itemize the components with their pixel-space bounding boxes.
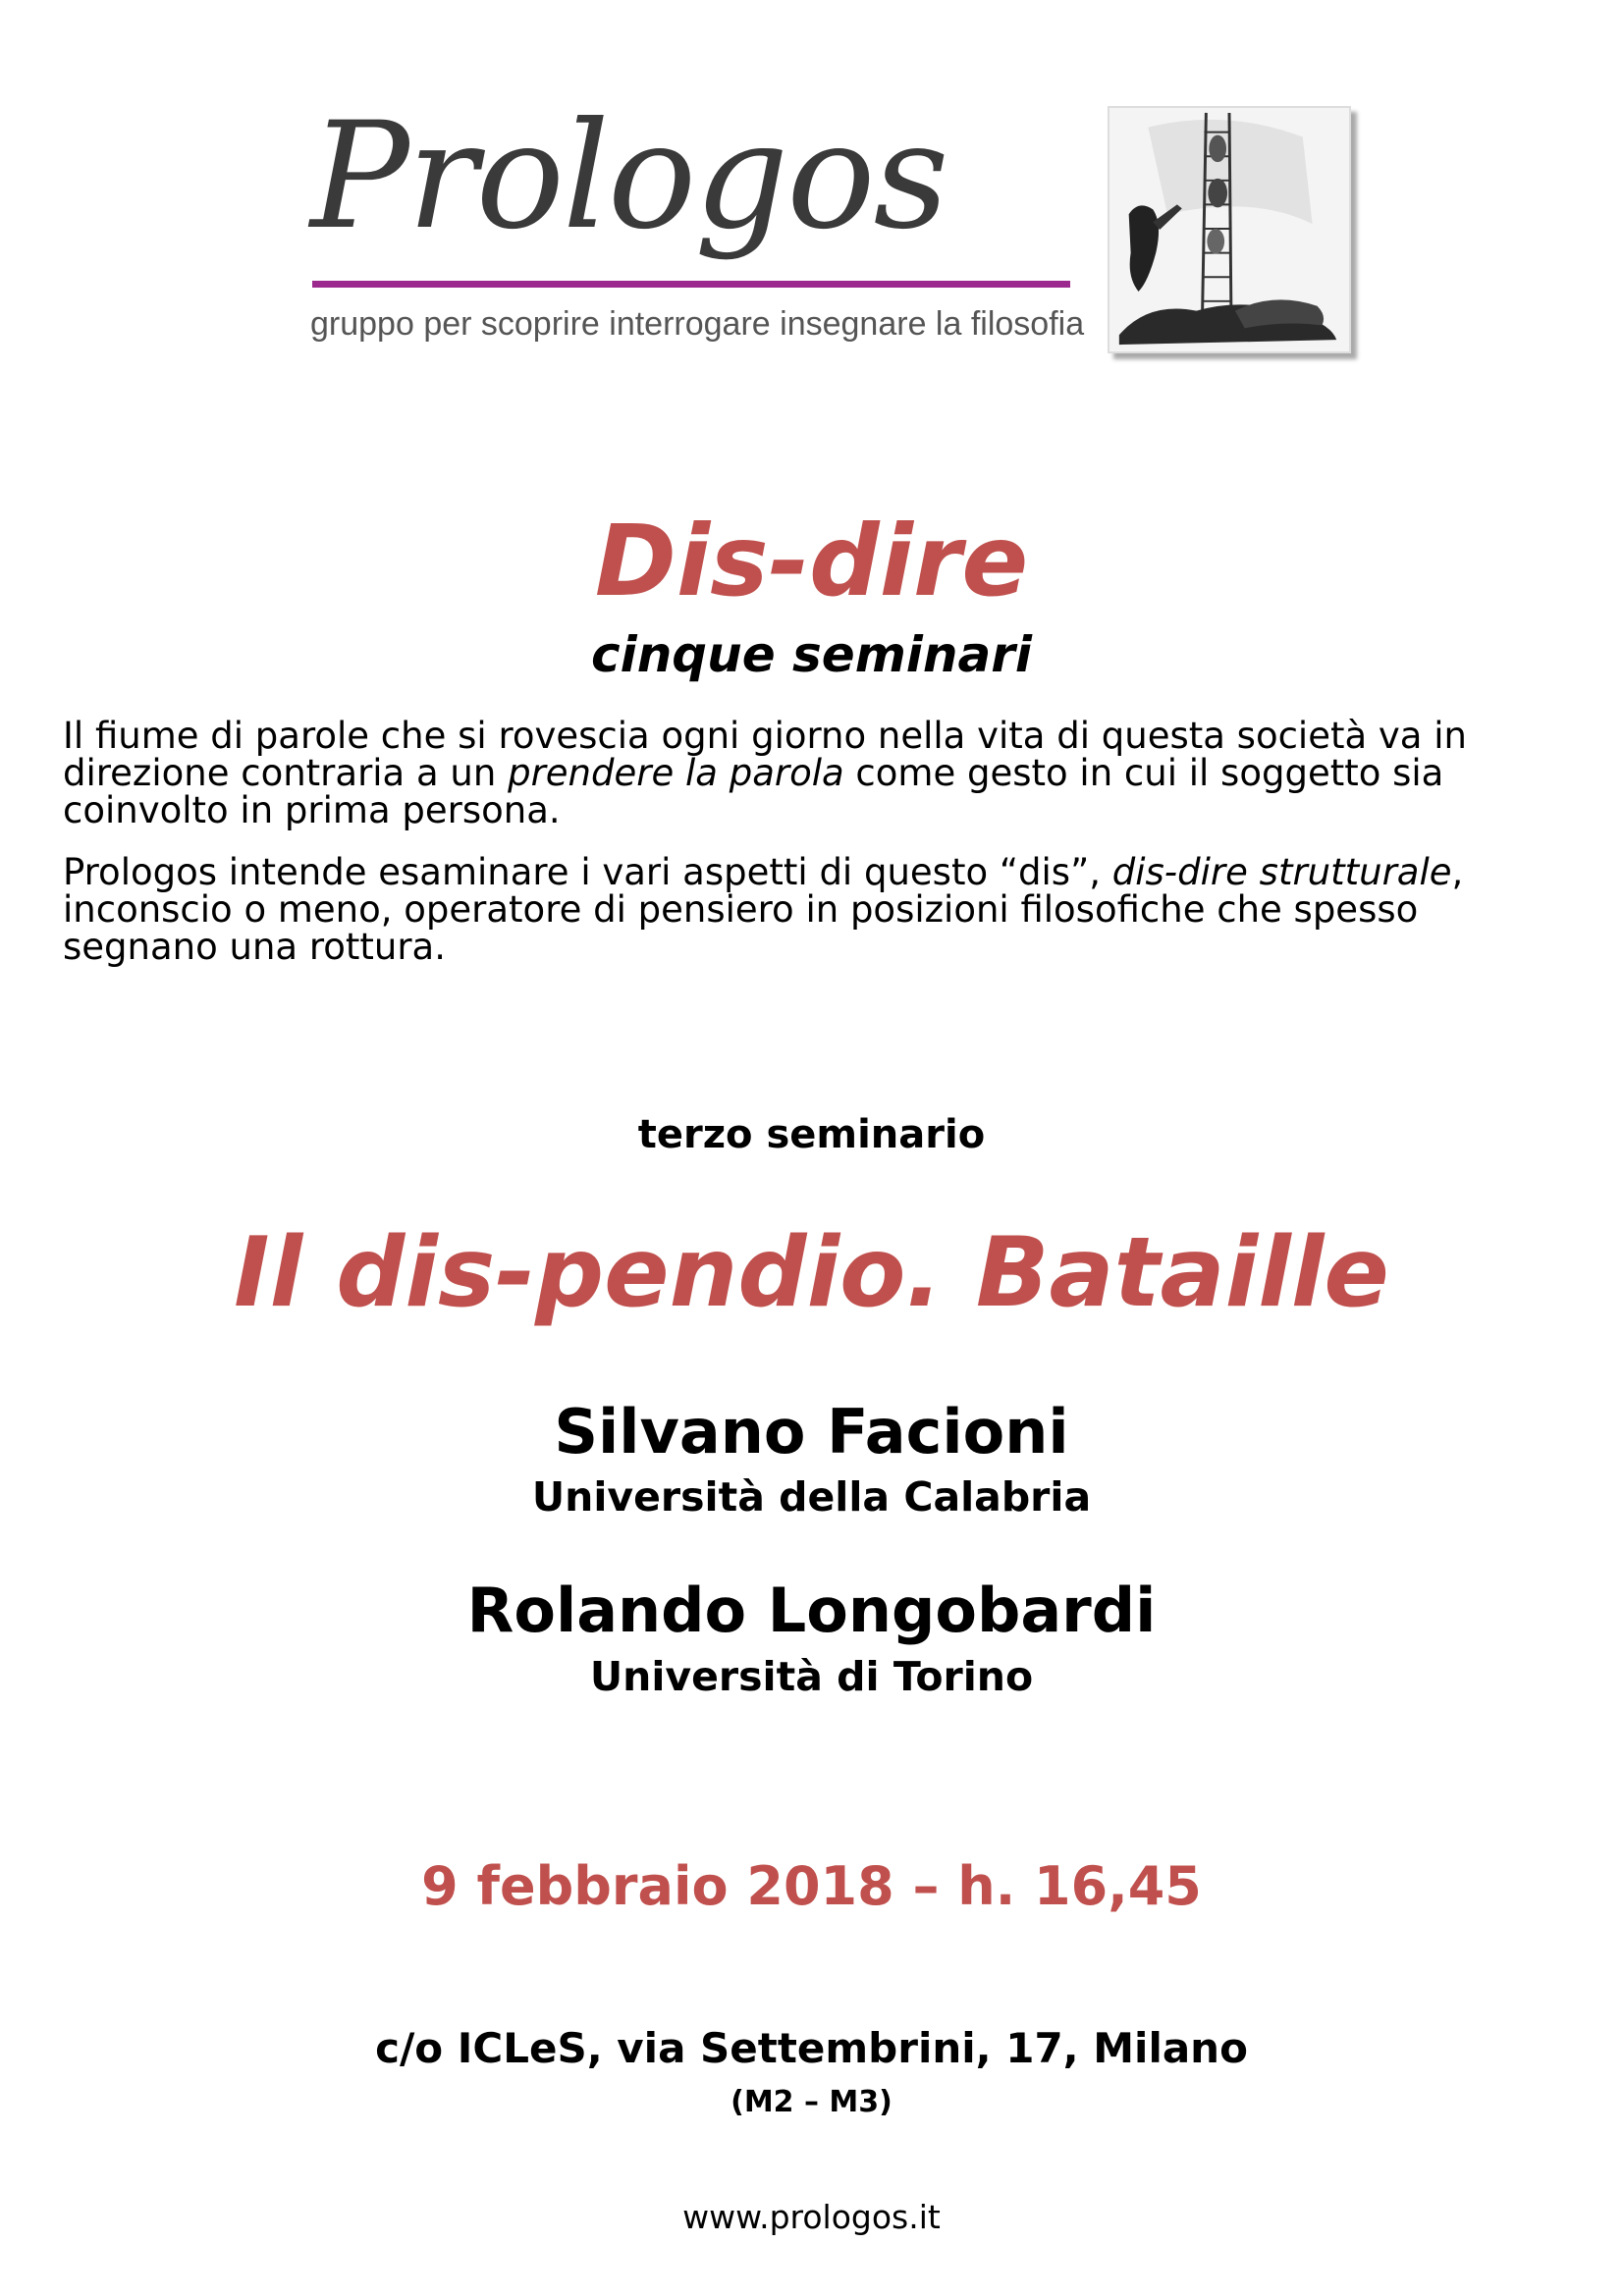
seminar-number: terzo seminario xyxy=(637,1112,986,1157)
logo-rule xyxy=(312,281,1070,288)
speaker-affiliation: Università di Torino xyxy=(589,1653,1034,1700)
intro-paragraph-1 xyxy=(63,715,1575,831)
speaker-affiliation: Università della Calabria xyxy=(531,1473,1092,1521)
intro-p1-text-end: come gesto in cui il soggetto sia coinvolto in prima persona. xyxy=(63,752,1444,831)
intro-paragraph-2 xyxy=(63,851,1575,968)
intro-p2-text-end: , inconscio o meno, operatore di pensiero in posizioni filosofiche che spesso segnano una rottura. xyxy=(63,851,1464,968)
intro-p1-emphasis: prendere la parola xyxy=(508,752,844,794)
speaker-name: Rolando Longobardi xyxy=(466,1575,1157,1646)
logo-tagline: gruppo per scoprire interrogare insegnare la filosofia xyxy=(310,305,1085,343)
speaker-name: Silvano Facioni xyxy=(554,1396,1069,1468)
website-link[interactable]: www.prologos.it xyxy=(682,2198,941,2236)
logo-illustration xyxy=(1108,106,1351,353)
event-venue: c/o ICLeS, via Settembrini, 17, Milano xyxy=(375,2024,1248,2072)
ladder-illustration-icon xyxy=(1109,108,1349,351)
series-subtitle: cinque seminari xyxy=(590,626,1033,683)
seminar-title: Il dis-pendio. Bataille xyxy=(234,1217,1389,1329)
event-date: 9 febbraio 2018 – h. 16,45 xyxy=(421,1855,1202,1917)
intro-p2-emphasis: dis-dire strutturale xyxy=(1111,851,1452,893)
series-title: Dis-dire xyxy=(594,504,1029,618)
intro-p1-text-start: Il fiume di parole che si rovescia ogni giorno nella vita di questa società va in direzione contraria a un xyxy=(63,715,1467,794)
event-transit: (M2 – M3) xyxy=(730,2085,893,2119)
logo-wordmark: Prologos xyxy=(310,91,947,262)
intro-p2-text-start: Prologos intende esaminare i vari aspetti di questo “dis”, xyxy=(63,851,1112,893)
